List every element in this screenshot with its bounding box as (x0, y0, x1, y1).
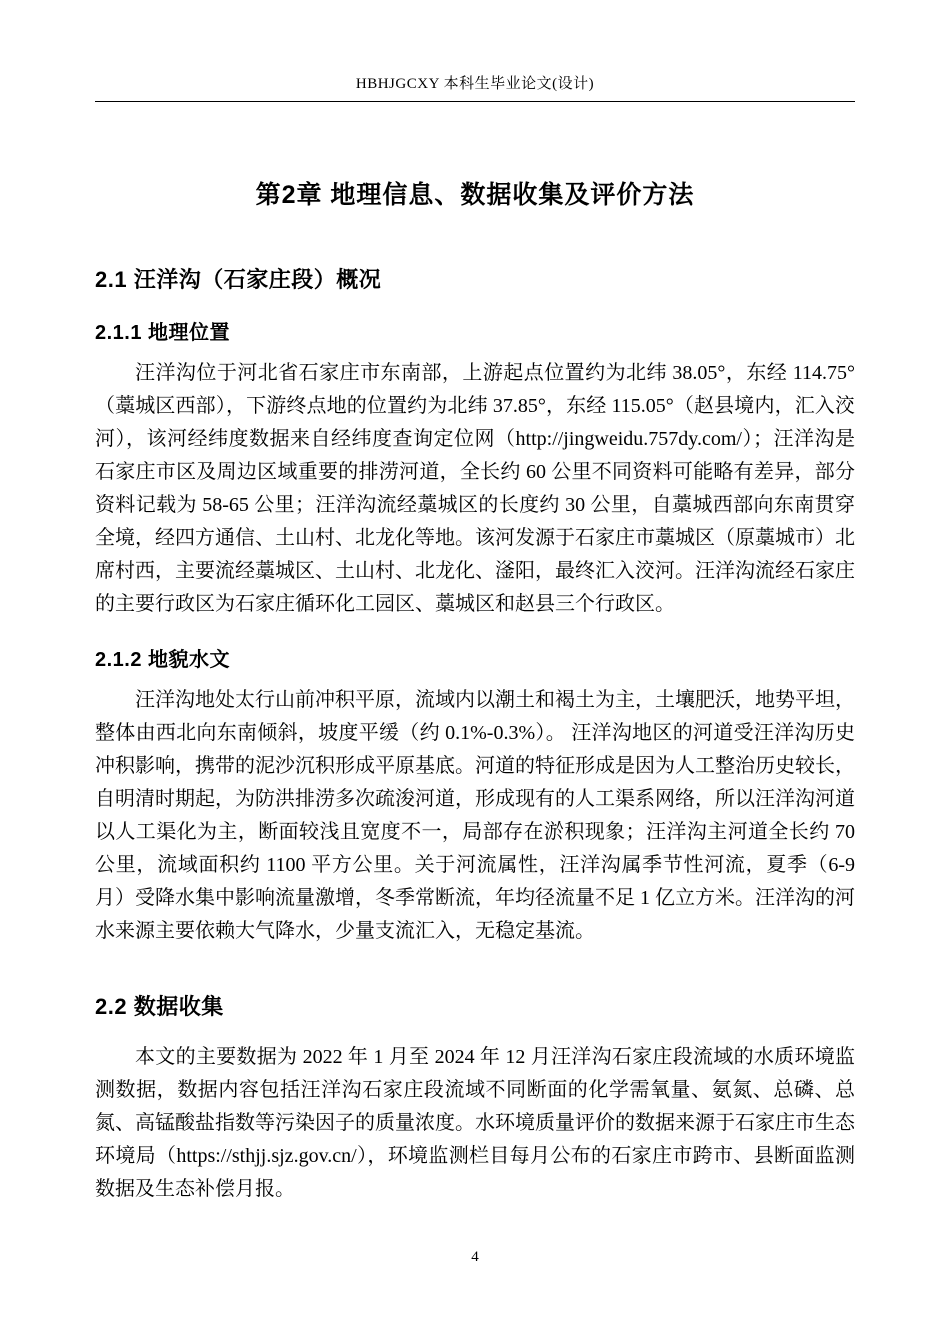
paragraph-geographic-location: 汪洋沟位于河北省石家庄市东南部，上游起点位置约为北纬 38.05°，东经 114.75°（藁城区西部），下游终点地的位置约为北纬 37.85°，东经 115.05°（赵县境内，汇入洨河），该河经纬度数据来自经纬度查询定位网（http://jingweidu.757dy.com/）；汪洋沟是石家庄市区及周边区域重要的排涝河道，全长约 60 公里不同资料可能略有差异，部分资料记载为 58-65 公里；汪洋沟流经藁城区的长度约 30 公里，自藁城西部向东南贯穿全境，经四方通信、土山村、北龙化等地。该河发源于石家庄市藁城区（原藁城市）北席村西，主要流经藁城区、土山村、北龙化、滏阳，最终汇入洨河。汪洋沟流经石家庄的主要行政区为石家庄循环化工园区、藁城区和赵县三个行政区。 (95, 362, 855, 615)
subsection-2-1-2-title: 2.1.2 地貌水文 (95, 649, 231, 671)
paragraph-data-collection: 本文的主要数据为 2022 年 1 月至 2024 年 12 月汪洋沟石家庄段流域的水质环境监测数据，数据内容包括汪洋沟石家庄段流域不同断面的化学需氧量、氨氮、总磷、总氮、高锰酸盐指数等污染因子的质量浓度。水环境质量评价的数据来源于石家庄市生态环境局（https://sthjj.sjz.gov.cn/），环境监测栏目每月公布的石家庄市跨市、县断面监测数据及生态补偿月报。 (95, 1046, 855, 1200)
header-divider (95, 101, 855, 102)
chapter-title: 第2章 地理信息、数据收集及评价方法 (255, 181, 695, 209)
section-2-2-title: 2.2 数据收集 (95, 994, 224, 1019)
page-number: 4 (471, 1249, 479, 1265)
section-2-1-title: 2.1 汪洋沟（石家庄段）概况 (95, 267, 382, 292)
subsection-2-1-1-title: 2.1.1 地理位置 (95, 322, 231, 344)
header-title: HBHJGCXY 本科生毕业论文(设计) (355, 76, 595, 92)
page-footer (0, 1248, 950, 1266)
document-body (95, 103, 855, 1220)
page-header (95, 72, 855, 102)
paragraph-geomorphology-hydrology: 汪洋沟地处太行山前冲积平原，流域内以潮土和褐土为主，土壤肥沃，地势平坦，整体由西北向东南倾斜，坡度平缓（约 0.1%-0.3%）。 汪洋沟地区的河道受汪洋沟历史冲积影响，携带的泥沙沉积形成平原基底。河道的特征形成是因为人工整治历史较长，自明清时期起，为防洪排涝多次疏浚河道，形成现有的人工渠系网络，所以汪洋沟河道以人工渠化为主，断面较浅且宽度不一，局部存在淤积现象；汪洋沟主河道全长约 70 公里，流域面积约 1100 平方公里。关于河流属性，汪洋沟属季节性河流，夏季（6-9 月）受降水集中影响流量激增，冬季常断流，年均径流量不足 1 亿立方米。汪洋沟的河水来源主要依赖大气降水，少量支流汇入，无稳定基流。 (95, 689, 855, 942)
